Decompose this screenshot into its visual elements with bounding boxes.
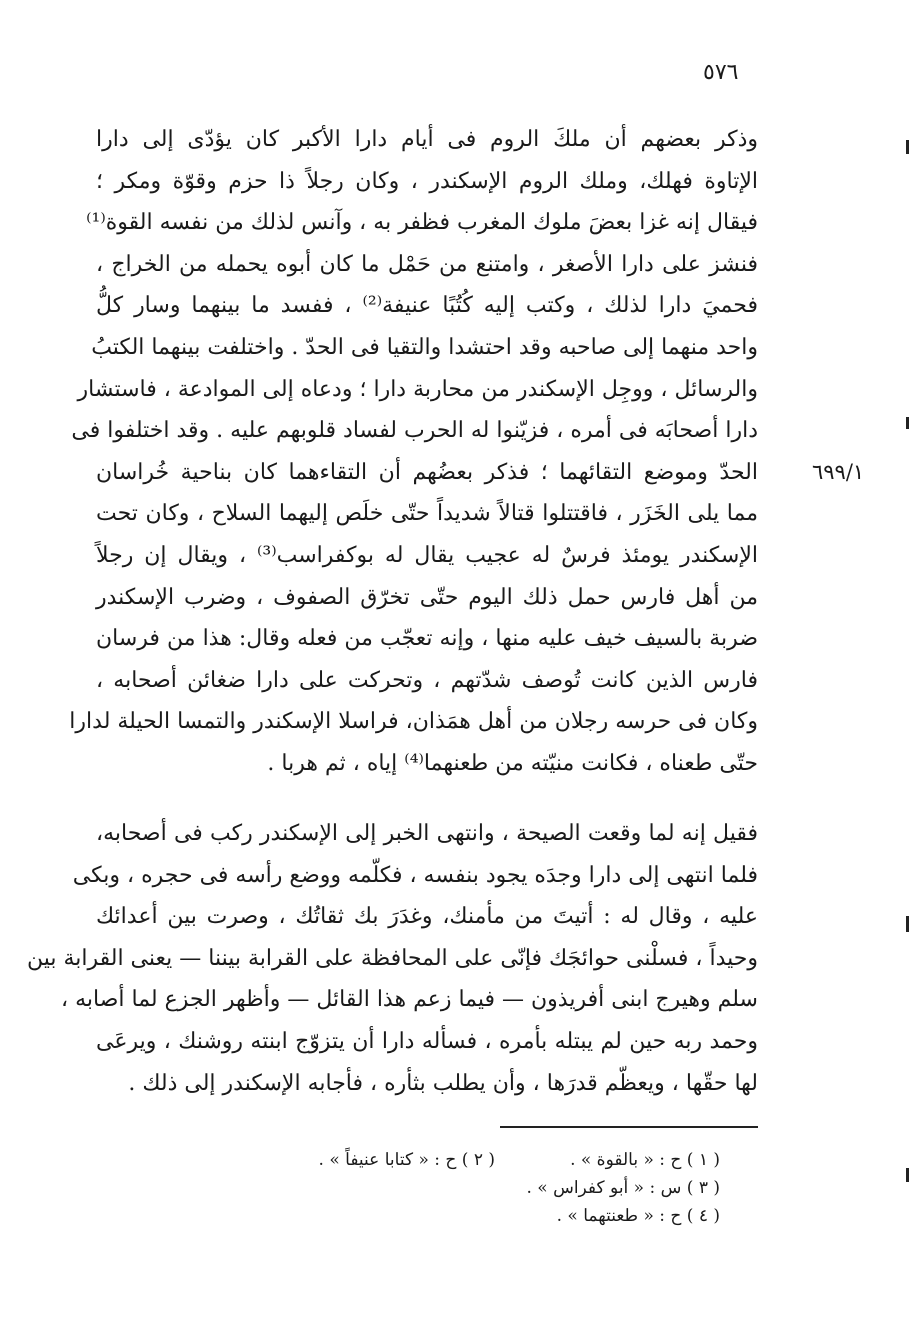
text-line: فحميَ دارا لذلك ، وكتب إليه كُتُبًا عنيفة⁽²⁾ ، ففسد ما بينهما وسار كلُّ bbox=[96, 293, 758, 319]
text-line: الإتاوة فهلك، وملك الروم الإسكندر ، وكان رجلاً ذا حزم وقوّة ومكر ؛ bbox=[96, 168, 758, 194]
footnote-1: ( ١ ) ح : « بالقوة » . bbox=[570, 1150, 720, 1170]
text-line: الحدّ وموضع التقائهما ؛ فذكر بعضُهم أن التقاءهما كان بناحية خُراسان bbox=[96, 459, 758, 485]
text-line: والرسائل ، ووجِل الإسكندر من محاربة دارا ؛ ودعاه إلى الموادعة ، فاستشار bbox=[77, 376, 758, 402]
text-line: فنشز على دارا الأصغر ، وامتنع من حَمْل ما كان أبوه يحمله من الخراج ، bbox=[96, 251, 758, 277]
text-line: واحد منهما إلى صاحبه وقد احتشدا والتقيا فى الحدّ . واختلفت بينهما الكتبُ bbox=[91, 334, 758, 360]
edge-mark bbox=[906, 140, 909, 154]
paragraph-1 bbox=[69, 119, 759, 785]
footnote-3: ( ٣ ) س : « أبو كفراس » . bbox=[526, 1178, 720, 1198]
text-line: وحيداً ، فسلْنى حوائجَك فإنّى على المحافظة على القرابة بيننا — يعنى القرابة بين bbox=[26, 945, 758, 971]
footnote-row bbox=[270, 1146, 720, 1174]
paragraph-2 bbox=[26, 813, 758, 1104]
edge-mark bbox=[906, 916, 909, 932]
footnote-separator bbox=[500, 1126, 758, 1128]
text-line: مما يلى الخَزَر ، فاقتتلوا قتالاً شديداً حتّى خلَص إليهما السلاح ، وكان تحت bbox=[96, 501, 758, 527]
text-line: وكان فى حرسه رجلان من أهل همَذان، فراسلا الإسكندر والتمسا الحيلة لدارا bbox=[69, 709, 758, 735]
text-line: وحمد ربه حين لم يبتله بأمره ، فسأله دارا أن يتزوّج ابنته روشنك ، ويرعَى bbox=[96, 1028, 758, 1054]
text-line: عليه ، وقال له : أتيتَ من مأمنك، وغدَرَ بك ثقاتُك ، وصرت بين أعدائك bbox=[96, 904, 758, 930]
text-line: فلما انتهى إلى دارا وجدَه يجود بنفسه ، فكلّمه ووضع رأسه فى حجره ، وبكى bbox=[72, 862, 758, 888]
text-line: فارس الذين كانت تُوصف شدّتهم ، وتحركت على دارا ضغائن أصحابه ، bbox=[96, 667, 759, 693]
page-number: ٥٧٦ bbox=[703, 60, 739, 85]
text-line: فيقال إنه غزا بعضَ ملوك المغرب فظفر به ، وآنس لذلك من نفسه القوة⁽¹⁾ bbox=[86, 210, 758, 236]
footnote-row bbox=[270, 1174, 720, 1202]
margin-reference: ٦٩٩/١ bbox=[812, 460, 865, 484]
text-line: دارا أصحابَه فى أمره ، فزيّنوا له الحرب لفساد قلوبهم عليه . وقد اختلفوا فى bbox=[71, 418, 758, 444]
text-line: وذكر بعضهم أن ملكَ الروم فى أيام دارا الأكبر كان يؤدّى إلى دارا bbox=[96, 127, 758, 152]
text-line: ضربة بالسيف خيف عليه منها ، وإنه تعجّب من فعله وقال: هذا من فرسان bbox=[96, 626, 758, 652]
footnote-4: ( ٤ ) ح : « طعنتهما » . bbox=[556, 1206, 720, 1226]
text-line: لها حقّها ، ويعظّم قدرَها ، وأن يطلب بثأره ، فأجابه الإسكندر إلى ذلك . bbox=[128, 1070, 758, 1096]
text-line: فقيل إنه لما وقعت الصيحة ، وانتهى الخبر إلى الإسكندر ركب فى أصحابه، bbox=[96, 821, 758, 846]
text-line: الإسكندر يومئذ فرسٌ له عجيب يقال له بوكفراسب⁽³⁾ ، ويقال إن رجلاً bbox=[96, 542, 758, 568]
text-line: حتّى طعناه ، فكانت منيّته من طعنهما⁽⁴⁾ إياه ، ثم هربا . bbox=[267, 750, 758, 776]
text-line: من أهل فارس حمل ذلك اليوم حتّى تخرّق الصفوف ، وضرب الإسكندر bbox=[96, 584, 758, 610]
footnote-row bbox=[270, 1202, 720, 1230]
footnotes bbox=[270, 1146, 720, 1230]
edge-mark bbox=[906, 417, 909, 429]
edge-mark bbox=[906, 1168, 909, 1182]
footnote-2: ( ٢ ) ح : « كتابا عنيفاً » . bbox=[318, 1150, 495, 1170]
text-line: سلم وهيرج ابنى أفريذون — فيما زعم هذا القائل — وأظهر الجزع لما أصابه ، bbox=[60, 987, 758, 1013]
